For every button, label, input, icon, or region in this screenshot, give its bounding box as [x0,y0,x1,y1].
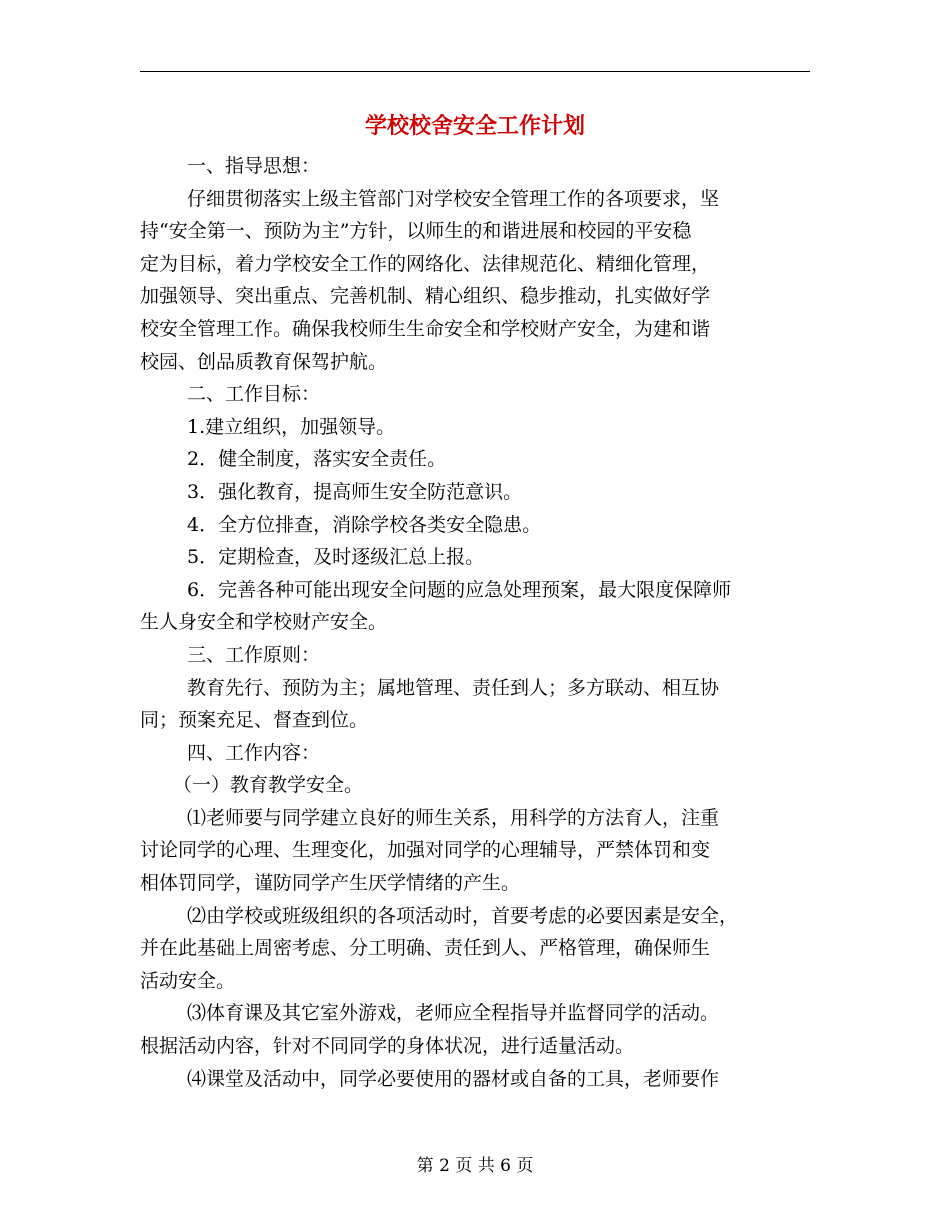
paragraph-line: 活动安全。 [140,969,236,992]
document-body [140,150,812,1095]
paragraph-line: 校安全管理工作。确保我校师生生命安全和学校财产安全，为建和谐 [140,317,711,340]
list-item: 3．强化教育，提高师生安全防范意识。 [187,480,523,503]
page-number: 第 2 页 共 6 页 [416,1156,534,1176]
paragraph-line: 加强领导、突出重点、完善机制、精心组织、稳步推动，扎实做好学 [140,285,711,308]
paragraph-line: ⑵由学校或班级组织的各项活动时，首要考虑的必要因素是安全， [187,904,739,927]
section-heading-4: 四、工作内容： [187,741,321,764]
paragraph-line: 根据活动内容，针对不同同学的身体状况，进行适量活动。 [140,1035,635,1058]
paragraph-line: 同；预案充足、督查到位。 [140,709,369,732]
paragraph-line: 教育先行、预防为主；属地管理、责任到人；多方联动、相互协 [187,676,720,699]
paragraph-line: 定为目标，着力学校安全工作的网络化、法律规范化、精细化管理， [140,252,711,275]
paragraph-line: 持“安全第一、预防为主”方针，以师生的和谐进展和校园的平安稳 [140,220,692,243]
paragraph-line: 校园、创品质教育保驾护航。 [140,350,388,373]
header-rule [140,71,810,72]
paragraph-line: 相体罚同学，谨防同学产生厌学情绪的产生。 [140,872,521,895]
list-item: 2．健全制度，落实安全责任。 [187,448,447,471]
paragraph-line: 仔细贯彻落实上级主管部门对学校安全管理工作的各项要求，坚 [187,187,720,210]
paragraph-line: ⑷课堂及活动中，同学必要使用的器材或自备的工具，老师要作 [187,1067,720,1090]
paragraph-line: ⑶体育课及其它室外游戏，老师应全程指导并监督同学的活动。 [187,1002,720,1025]
list-item: 4．全方位排查，消除学校各类安全隐患。 [187,513,542,536]
list-item: 5．定期检查，及时逐级汇总上报。 [187,546,485,569]
list-item: 1.建立组织，加强领导。 [187,415,396,438]
paragraph-line: 讨论同学的心理、生理变化，加强对同学的心理辅导，严禁体罚和变 [140,839,711,862]
document-title: 学校校舍安全工作计划 [364,113,585,139]
paragraph-line: 生人身安全和学校财产安全。 [140,611,388,634]
section-heading-1: 一、指导思想： [187,155,321,177]
paragraph-line: ⑴老师要与同学建立良好的师生关系，用科学的方法育人，注重 [187,806,720,829]
subsection-heading: （一）教育教学安全。 [173,774,364,797]
section-heading-2: 二、工作目标： [187,383,321,406]
section-heading-3: 三、工作原则： [187,643,321,666]
list-item: 6．完善各种可能出现安全问题的应急处理预案，最大限度保障师 [187,578,732,601]
paragraph-line: 并在此基础上周密考虑、分工明确、责任到人、严格管理，确保师生 [140,937,711,960]
